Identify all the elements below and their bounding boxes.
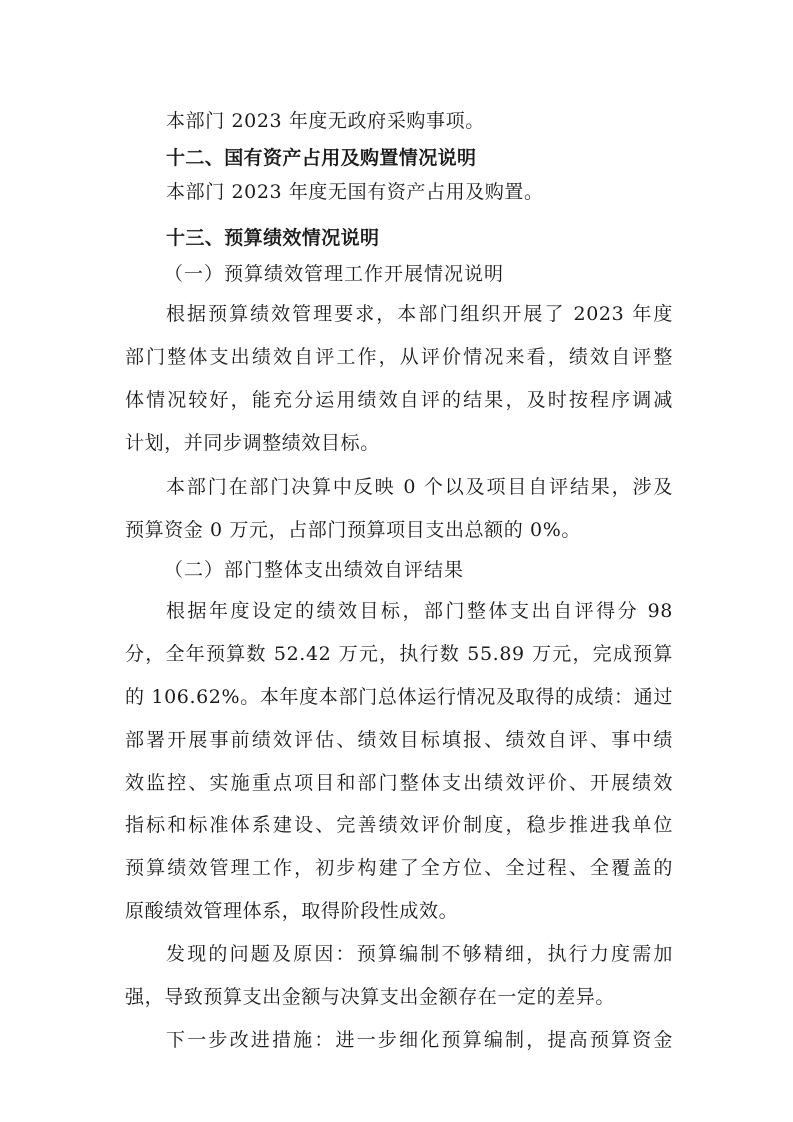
paragraph-line: 的 106.62%。本年度本部门总体运行情况及取得的成绩：通过 [125,686,673,708]
paragraph-line: 预算资金 0 万元，占部门预算项目支出总额的 0%。 [125,519,581,541]
subsection-heading-1: （一）预算绩效管理工作开展情况说明 [164,263,505,285]
paragraph-line: 部署开展事前绩效评估、绩效目标填报、绩效自评、事中绩 [125,729,673,751]
paragraph-line: 分，全年预算数 52.42 万元，执行数 55.89 万元，完成预算 [125,643,673,665]
paragraph-line: 原酸绩效管理体系，取得阶段性成效。 [125,900,459,922]
section-heading-13: 十三、预算绩效情况说明 [166,227,380,249]
paragraph-line: 计划，并同步调整绩效目标。 [125,432,380,454]
paragraph-line: 部门整体支出绩效自评工作，从评价情况来看，绩效自评整 [125,346,673,368]
paragraph-line: 根据年度设定的绩效目标，部门整体支出自评得分 98 [166,600,673,622]
paragraph-line: 预算绩效管理工作，初步构建了全方位、全过程、全覆盖的 [125,857,673,879]
section-heading-12: 十二、国有资产占用及购置情况说明 [166,147,477,169]
paragraph-line: 下一步改进措施：进一步细化预算编制，提高预算资金 [166,1029,673,1051]
paragraph-line: 本部门 2023 年度无国有资产占用及购置。 [166,181,544,203]
paragraph-line: 本部门在部门决算中反映 0 个以及项目自评结果，涉及 [166,476,673,498]
paragraph-line: 指标和标准体系建设、完善绩效评价制度，稳步推进我单位 [125,814,673,836]
paragraph-line: 强，导致预算支出金额与决算支出金额存在一定的差异。 [125,986,616,1008]
paragraph-line: 发现的问题及原因：预算编制不够精细，执行力度需加 [166,943,673,965]
paragraph-line: 体情况较好，能充分运用绩效自评的结果，及时按程序调减 [125,389,673,411]
paragraph-line: 根据预算绩效管理要求，本部门组织开展了 2023 年度 [166,303,673,325]
paragraph-line: 本部门 2023 年度无政府采购事项。 [166,110,485,132]
paragraph-line: 效监控、实施重点项目和部门整体支出绩效评价、开展绩效 [125,772,673,794]
subsection-heading-2: （二）部门整体支出绩效自评结果 [164,559,465,581]
